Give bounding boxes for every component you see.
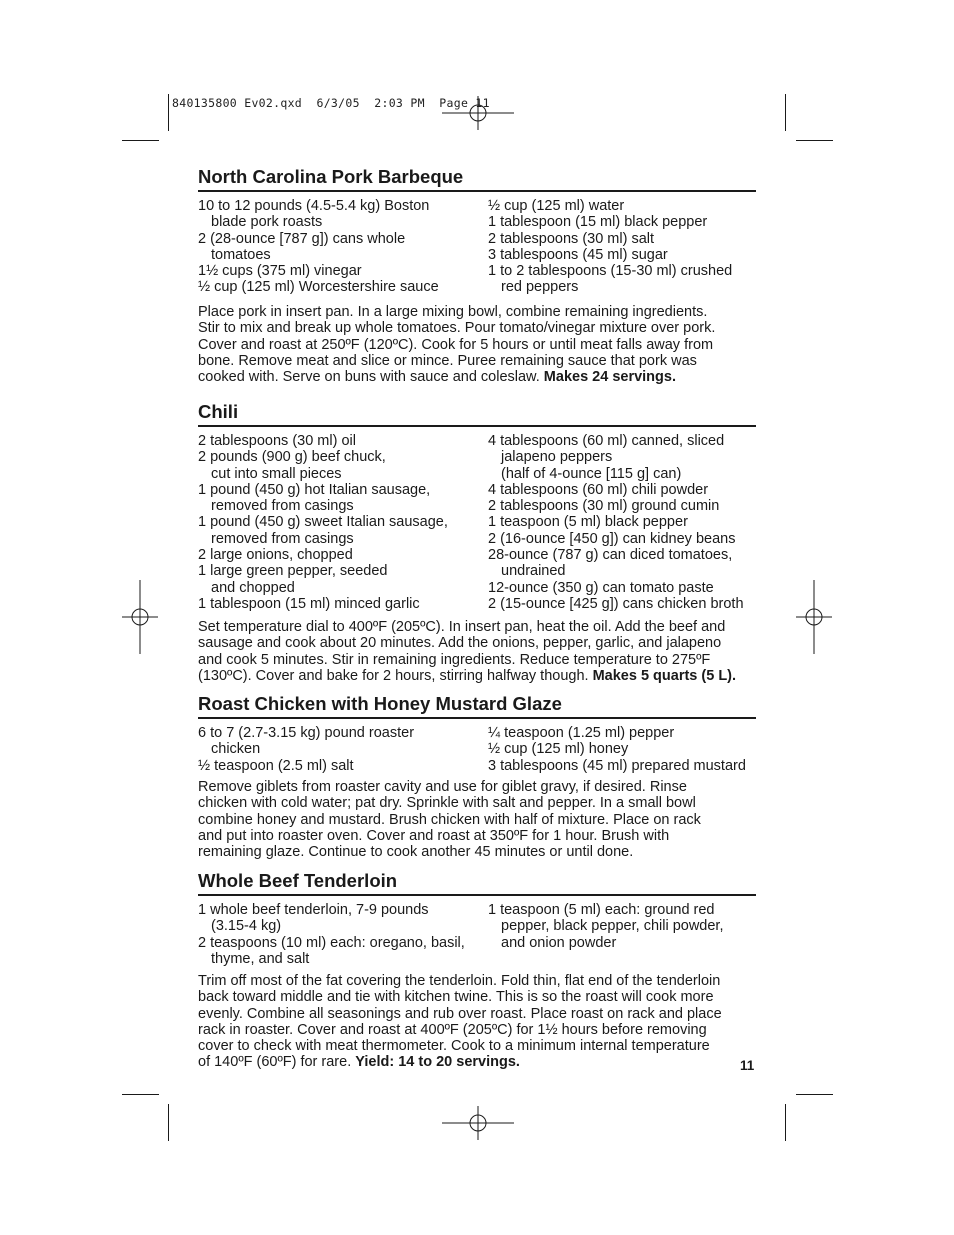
method-text: Place pork in insert pan. In a large mixing bowl, combine remaining ingredients. Stir to mix and break up whole tomatoes. Pour tomato/vinegar mixture over pork. Cover and roast at 250ºF (120ºC). Cook for 5 hours or until meat falls away from bone. Remove meat and slice or mince. Puree remaining sauce that pork was cooked with. Serve on buns with sauce and coleslaw. [198,304,716,386]
recipe-method [198,779,758,860]
crop-mark [785,94,786,131]
ingredient-line: 2 large onions, chopped [198,547,353,564]
ingredient-line: 4 tablespoons (60 ml) chili powder [488,481,709,498]
ingredient-list [198,725,756,775]
crop-mark [122,1094,159,1095]
ingredient-line: 1 tablespoon (15 ml) minced garlic [198,595,420,612]
ingredient-column-right [488,198,760,296]
ingredient-line: 1 pound (450 g) hot Italian sausage, [198,481,431,498]
ingredient-line: 2 pounds (900 g) beef chuck, [198,449,386,466]
recipe-method [198,619,758,684]
crop-mark [796,140,833,141]
ingredient-line: undrained [501,563,566,580]
ingredient-line: removed from casings [211,498,354,515]
ingredient-column-right [488,902,760,951]
ingredient-line: 2 tablespoons (30 ml) salt [488,230,655,247]
ingredient-column-right [488,433,760,612]
registration-mark-right [796,580,832,654]
ingredient-line: 2 tablespoons (30 ml) ground cumin [488,498,720,515]
ingredient-line: pepper, black pepper, chili powder, [501,918,724,935]
crop-mark [168,94,169,131]
recipe-beef-tenderloin [198,870,756,1075]
ingredient-line: thyme, and salt [211,950,310,967]
crop-mark [785,1104,786,1141]
method-text: Remove giblets from roaster cavity and use for giblet gravy, if desired. Rinse chicken with cold water; pat dry. Sprinkle with salt and pepper. In a small bowl combine honey and mustard. Brush chicken with half of mixture. Place on rack and put into roaster oven. Cover and roast at 350ºF for 1 hour. Brush with remaining glaze. Continue to cook another 45 minutes or until done. [198,779,701,861]
ingredient-line: 2 (28-ounce [787 g]) cans whole [198,230,406,247]
ingredient-line: 6 to 7 (2.7-3.15 kg) pound roaster [198,725,415,741]
ingredient-line: 2 tablespoons (30 ml) oil [198,433,356,449]
recipe-title: North Carolina Pork Barbeque [198,166,756,192]
ingredient-line: 2 (15-ounce [425 g]) cans chicken broth [488,595,744,612]
ingredient-column-left [198,198,483,296]
ingredient-column-right [488,725,760,774]
ingredient-line: 1 large green pepper, seeded [198,563,388,580]
ingredient-line: 1 teaspoon (5 ml) black pepper [488,514,688,531]
ingredient-line: 3 tablespoons (45 ml) sugar [488,246,668,263]
ingredient-line: ¼ teaspoon (1.25 ml) pepper [488,725,675,741]
ingredient-line: 10 to 12 pounds (4.5-5.4 kg) Boston [198,198,430,214]
recipe-roast-chicken [198,693,756,863]
recipe-chili [198,401,756,691]
ingredient-line: (half of 4-ounce [115 g] can) [501,465,682,482]
ingredient-line: 2 (16-ounce [450 g]) can kidney beans [488,530,736,547]
ingredient-column-left [198,902,483,967]
printer-slug: 840135800 Ev02.qxd 6/3/05 2:03 PM Page 11 [172,96,490,110]
ingredient-line: 1 tablespoon (15 ml) black pepper [488,214,708,231]
ingredient-line: ½ teaspoon (2.5 ml) salt [198,757,354,774]
ingredient-line: 1 pound (450 g) sweet Italian sausage, [198,514,448,531]
recipe-title: Whole Beef Tenderloin [198,870,756,896]
ingredient-line: 4 tablespoons (60 ml) canned, sliced [488,433,725,449]
ingredient-line: cut into small pieces [211,465,342,482]
crop-mark [122,140,159,141]
registration-mark-bottom [442,1106,514,1140]
crop-mark [796,1094,833,1095]
recipe-yield: Makes 5 quarts (5 L). [592,667,737,684]
ingredient-line: 1 whole beef tenderloin, 7-9 pounds [198,902,429,918]
ingredient-line: and onion powder [501,934,617,951]
ingredient-line: 2 teaspoons (10 ml) each: oregano, basil, [198,934,465,951]
recipe-title: Roast Chicken with Honey Mustard Glaze [198,693,756,719]
ingredient-line: red peppers [501,279,579,296]
ingredient-column-left [198,725,483,774]
method-text: Trim off most of the fat covering the tenderloin. Fold thin, flat end of the tenderloin back toward middle and tie with kitchen twine. This is so the roast will cook more evenly. Combine all seasonings and rub over roast. Place roast on rack and place rack in roaster. Cover and roast at 400ºF (205ºC) for 1½ hours before removing cover to check with meat thermometer. Cook to a minimum internal temperature of 140ºF (60ºF) for rare. [198,973,722,1071]
method-text: Set temperature dial to 400ºF (205ºC). In insert pan, heat the oil. Add the beef and sausage and cook about 20 minutes. Add the onions, pepper, garlic, and jalapeno and cook 5 minutes. Stir in remaining ingredients. Reduce temperature to 275ºF (130ºC). Cover and bake for 2 hours, stirring halfway though. [198,619,726,684]
recipe-yield: Yield: 14 to 20 servings. [355,1054,520,1071]
ingredient-line: removed from casings [211,530,354,547]
ingredient-line: ½ cup (125 ml) Worcestershire sauce [198,279,439,296]
ingredient-line: 1½ cups (375 ml) vinegar [198,263,362,280]
ingredient-column-left [198,433,483,612]
ingredient-line: jalapeno peppers [501,449,613,466]
ingredient-list [198,902,756,968]
ingredient-list [198,433,756,613]
ingredient-line: tomatoes [211,246,271,263]
ingredient-line: 28-ounce (787 g) can diced tomatoes, [488,547,733,564]
registration-mark-left [122,580,158,654]
ingredient-list [198,198,756,298]
ingredient-line: 1 teaspoon (5 ml) each: ground red [488,902,715,918]
recipe-yield: Makes 24 servings. [543,369,676,386]
ingredient-line: blade pork roasts [211,214,323,231]
ingredient-line: ½ cup (125 ml) honey [488,741,629,758]
crop-mark [168,1104,169,1141]
recipe-method [198,304,758,385]
ingredient-line: ½ cup (125 ml) water [488,198,625,214]
page-number: 11 [740,1058,755,1073]
recipe-pork-barbeque [198,166,756,396]
ingredient-line: (3.15-4 kg) [211,918,282,935]
ingredient-line: 12-ounce (350 g) can tomato paste [488,579,714,596]
ingredient-line: 1 to 2 tablespoons (15-30 ml) crushed [488,263,733,280]
ingredient-line: and chopped [211,579,295,596]
ingredient-line: 3 tablespoons (45 ml) prepared mustard [488,757,746,774]
ingredient-line: chicken [211,741,261,758]
registration-mark-top [442,96,514,130]
recipe-method [198,973,758,1071]
recipe-title: Chili [198,401,756,427]
